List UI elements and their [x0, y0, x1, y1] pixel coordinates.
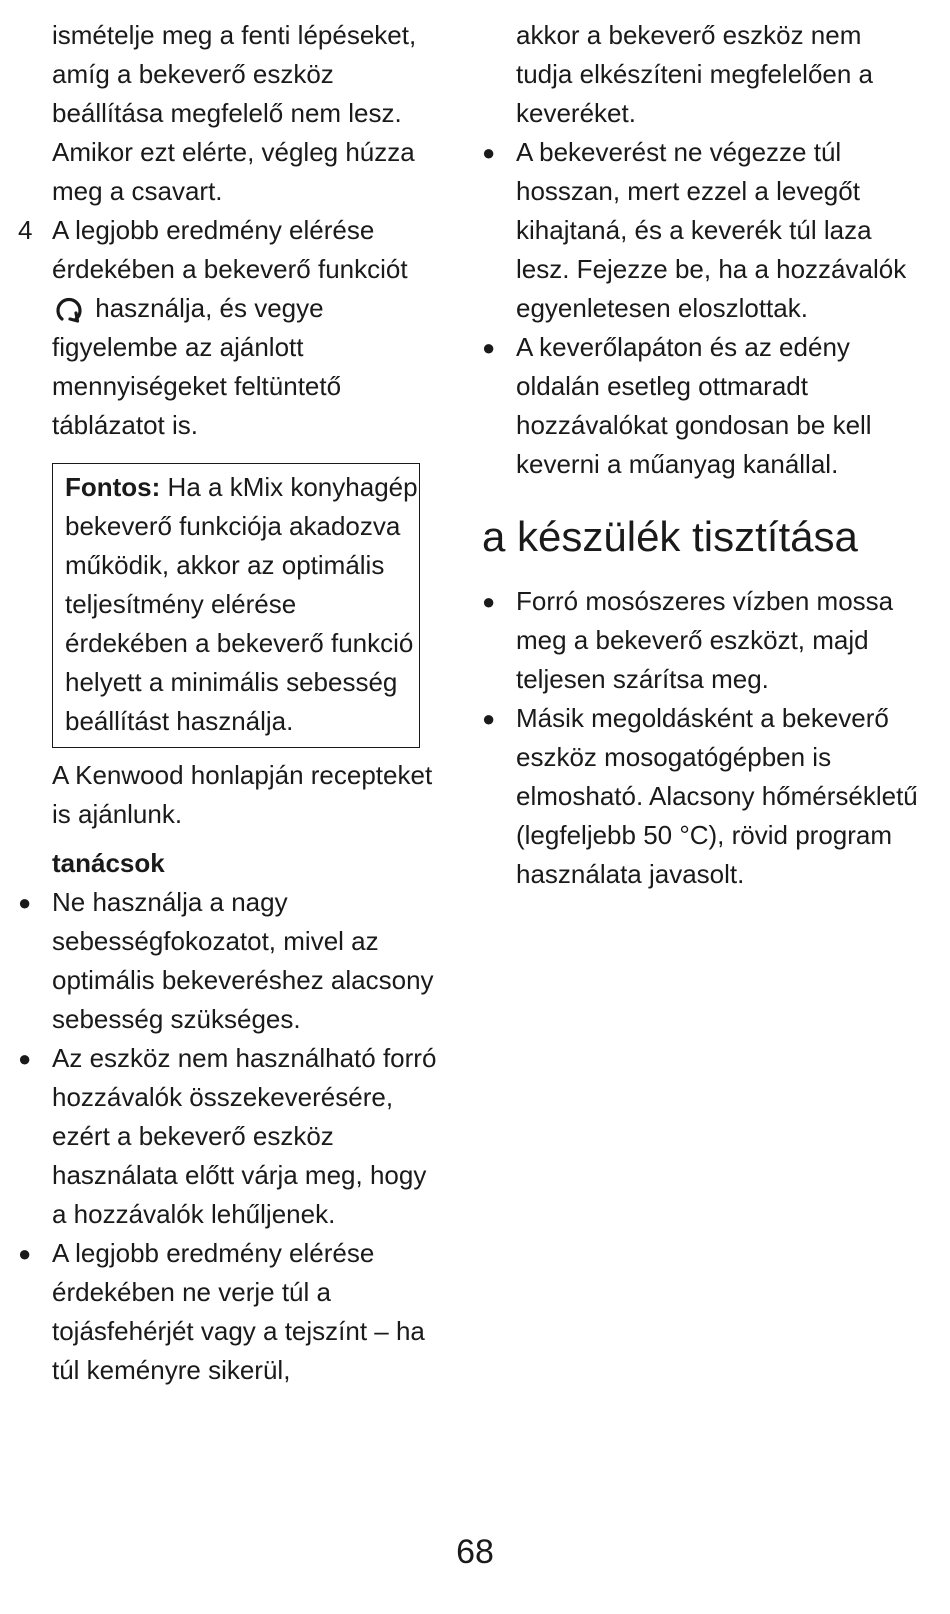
- tip-item: [18, 1039, 448, 1234]
- tip-text: A keverőlapáton és az edény oldalán esetleg ottmaradt hozzávalókat gondosan be kell keverni a műanyag kanállal.: [516, 332, 872, 479]
- note-text: Ha a kMix konyhagép bekeverő funkciója akadozva működik, akkor az optimális teljesítmény elérése érdekében a bekeverő funkció helyett a minimális sebesség beállítást használja.: [65, 472, 418, 736]
- bullet-icon: ●: [482, 589, 496, 614]
- website-paragraph: A Kenwood honlapján recepteket is ajánlunk.: [52, 760, 433, 829]
- continuation-paragraph: akkor a bekeverő eszköz nem tudja elkészíteni megfelelően a keveréket.: [516, 20, 874, 128]
- tip-item: [482, 133, 922, 328]
- important-note-box: [52, 463, 420, 748]
- cleaning-item: [482, 582, 922, 699]
- cleaning-text: Másik megoldásként a bekeverő eszköz mosogatógépben is elmosható. Alacsony hőmérsékletű (legfeljebb 50 °C), rövid program használata javasolt.: [516, 703, 918, 889]
- tip-text: Ne használja a nagy sebességfokozatot, mivel az optimális bekeveréshez alacsony sebesség szükséges.: [52, 887, 434, 1034]
- bullet-icon: ●: [18, 1046, 32, 1071]
- tips-heading: tanácsok: [52, 848, 165, 878]
- right-column: [482, 16, 922, 894]
- bullet-icon: ●: [18, 890, 32, 915]
- cleaning-text: Forró mosószeres vízben mossa meg a bekeverő eszközt, majd teljesen szárítsa meg.: [516, 586, 894, 694]
- cleaning-item: [482, 699, 922, 894]
- bullet-icon: ●: [482, 706, 496, 731]
- tip-item: [482, 328, 922, 484]
- note-label: Fontos:: [65, 472, 161, 502]
- continuation-paragraph: ismételje meg a fenti lépéseket, amíg a bekeverő eszköz beállítása megfelelő nem lesz. Amikor ezt elérte, végleg húzza meg a csavart.: [52, 20, 417, 206]
- tip-text: A legjobb eredmény elérése érdekében ne verje túl a tojásfehérjét vagy a tejszínt – ha túl keményre sikerül,: [52, 1238, 425, 1385]
- left-column: [18, 16, 448, 1390]
- fold-rotate-icon: [54, 296, 84, 324]
- bullet-icon: ●: [482, 140, 496, 165]
- step-text-after-icon: használja, és vegye figyelembe az ajánlott mennyiségeket feltüntető táblázatot is.: [52, 293, 342, 440]
- page-number: 68: [456, 1533, 494, 1571]
- bullet-icon: ●: [18, 1241, 32, 1266]
- step-text-before-icon: A legjobb eredmény elérése érdekében a bekeverő funkciót: [52, 215, 408, 284]
- tip-item: [18, 883, 448, 1039]
- tip-text: Az eszköz nem használható forró hozzávalók összekeverésére, ezért a bekeverő eszköz használata előtt várja meg, hogy a hozzávalók lehűljenek.: [52, 1043, 437, 1229]
- step-4: [18, 211, 448, 445]
- bullet-icon: ●: [482, 335, 496, 360]
- tip-text: A bekeverést ne végezze túl hosszan, mert ezzel a levegőt kihajtaná, és a keverék túl laza lesz. Fejezze be, ha a hozzávalók egyenletesen eloszlottak.: [516, 137, 907, 323]
- cleaning-heading: a készülék tisztítása: [482, 513, 858, 560]
- tip-item: [18, 1234, 448, 1390]
- step-number: 4: [18, 215, 33, 245]
